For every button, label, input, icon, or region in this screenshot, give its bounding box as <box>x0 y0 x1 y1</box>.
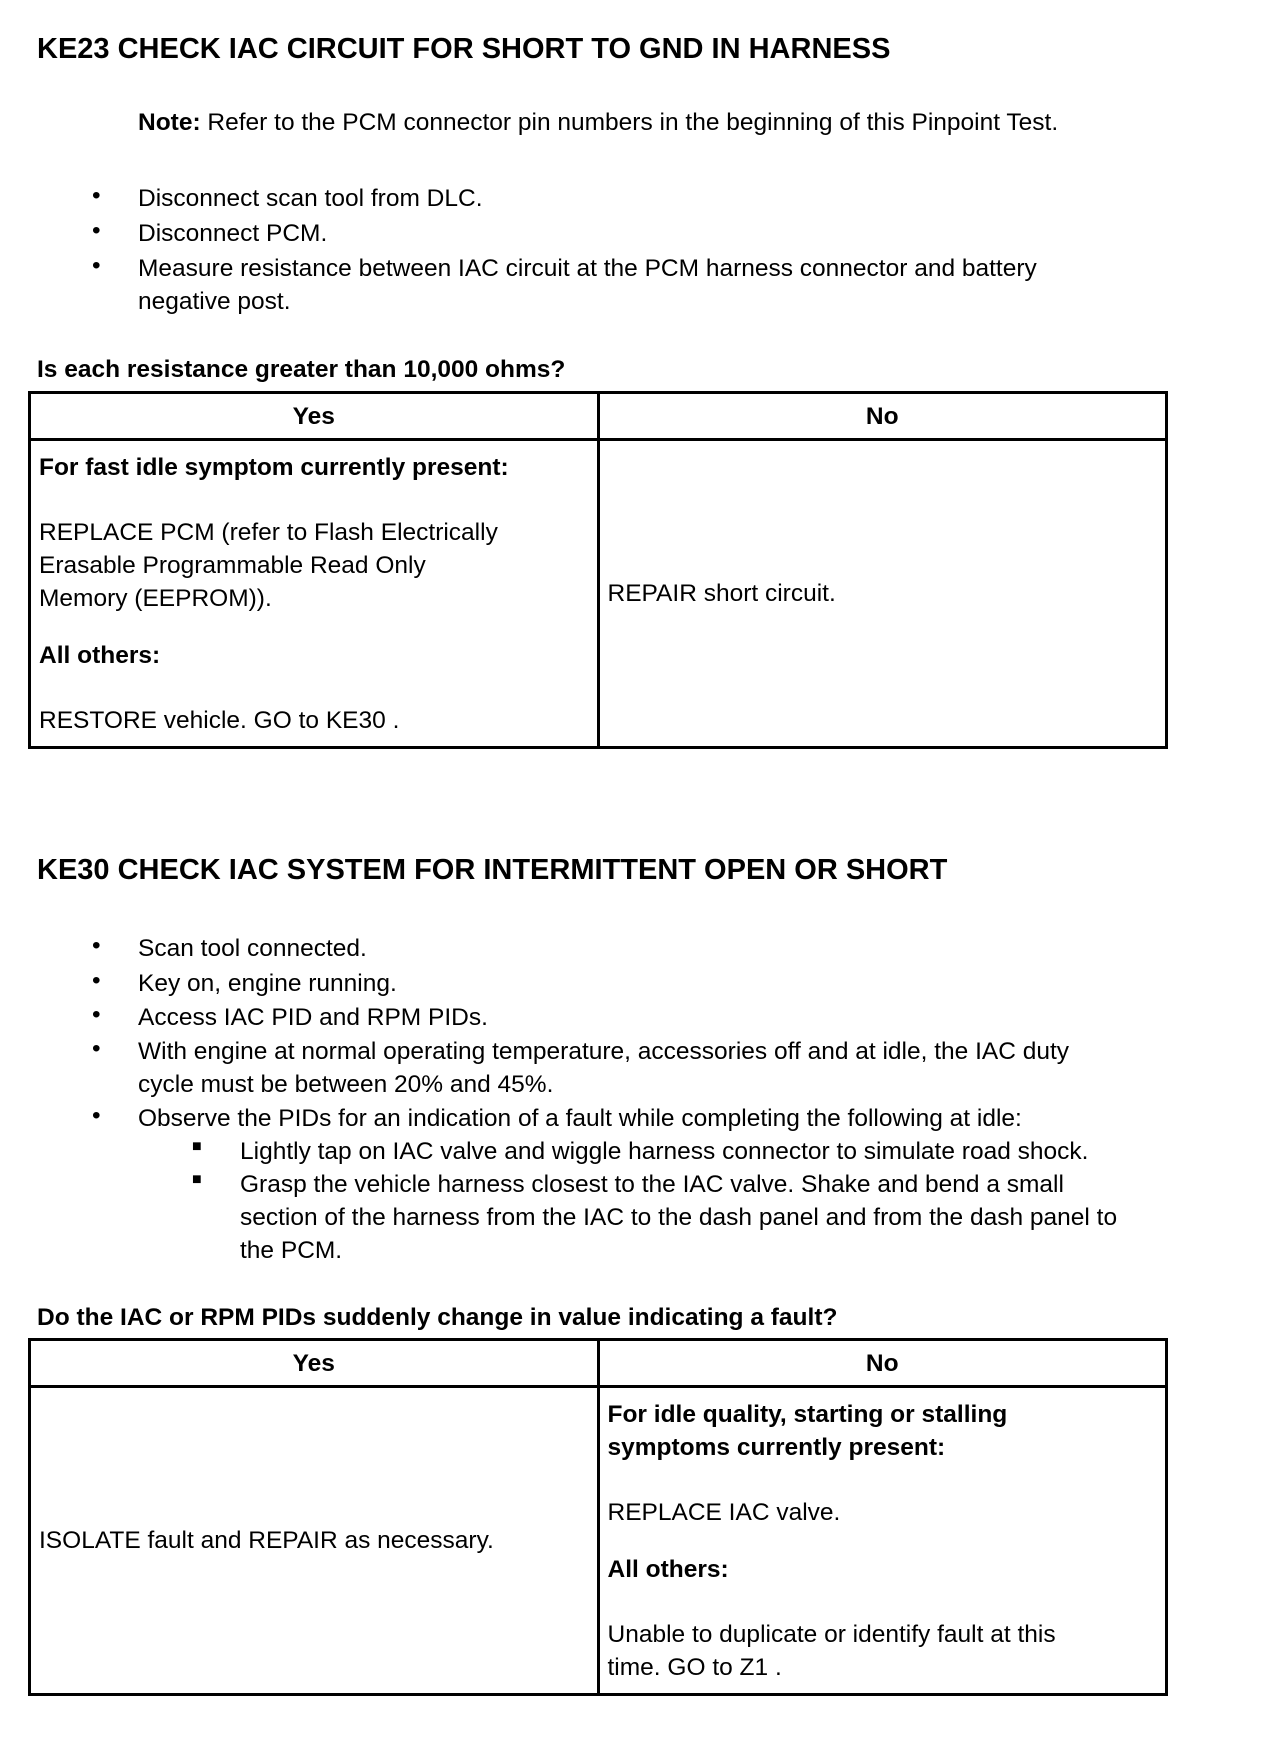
bullet-icon: • <box>92 932 101 959</box>
note <box>138 109 1058 137</box>
note-label: Note: <box>138 109 201 136</box>
bullet-icon: • <box>92 182 101 209</box>
result-table-ke30 <box>28 1338 1168 1696</box>
no-cell <box>598 1387 1167 1695</box>
yes-action-2: RESTORE vehicle. GO to KE30 . <box>39 706 400 734</box>
note-text: Refer to the PCM connector pin numbers in the beginning of this Pinpoint Test. <box>200 109 1059 136</box>
bullet-text: With engine at normal operating temperature, accessories off and at idle, the IAC duty <box>138 1038 1070 1065</box>
bullet-text: Observe the PIDs for an indication of a fault while completing the following at idle: <box>138 1105 1022 1132</box>
bullet-icon: • <box>92 967 101 994</box>
no-condition-1: symptoms currently present: <box>607 1433 946 1461</box>
question-ke30: Do the IAC or RPM PIDs suddenly change in value indicating a fault? <box>37 1304 838 1331</box>
sub-bullet-text-continued: the PCM. <box>240 1237 343 1264</box>
bullet-text-continued: cycle must be between 20% and 45%. <box>138 1071 554 1098</box>
no-cell: REPAIR short circuit. <box>598 440 1167 748</box>
no-header: No <box>598 393 1167 440</box>
square-bullet-icon: ■ <box>192 1138 202 1155</box>
bullet-text-continued: negative post. <box>138 288 291 315</box>
yes-condition-1: For fast idle symptom currently present: <box>39 453 509 481</box>
no-condition-1: For idle quality, starting or stalling <box>607 1400 1008 1428</box>
yes-condition-2: All others: <box>39 641 161 669</box>
bullet-icon: • <box>92 252 101 279</box>
result-table-ke23 <box>28 391 1168 749</box>
bullet-text: Disconnect scan tool from DLC. <box>138 185 483 212</box>
yes-action-1: Memory (EEPROM)). <box>39 584 272 612</box>
no-action-2: time. GO to Z1 . <box>607 1653 782 1681</box>
sub-bullet-text-continued: section of the harness from the IAC to the dash panel and from the dash panel to <box>240 1204 1118 1231</box>
yes-action-1: Erasable Programmable Read Only <box>39 551 426 579</box>
no-action-2: Unable to duplicate or identify fault at this <box>607 1620 1056 1648</box>
no-header: No <box>598 1340 1167 1387</box>
bullet-text: Scan tool connected. <box>138 935 367 962</box>
square-bullet-icon: ■ <box>192 1171 202 1188</box>
no-condition-2: All others: <box>607 1555 729 1583</box>
no-action-1: REPLACE IAC valve. <box>607 1498 841 1526</box>
sub-bullet-text: Lightly tap on IAC valve and wiggle harness connector to simulate road shock. <box>240 1138 1089 1165</box>
sub-bullet-text: Grasp the vehicle harness closest to the IAC valve. Shake and bend a small <box>240 1171 1064 1198</box>
bullet-text: Disconnect PCM. <box>138 220 328 247</box>
yes-header: Yes <box>30 393 599 440</box>
bullet-icon: • <box>92 1035 101 1062</box>
yes-header: Yes <box>30 1340 599 1387</box>
yes-cell <box>30 440 599 748</box>
yes-action-1: REPLACE PCM (refer to Flash Electrically <box>39 518 498 546</box>
bullet-icon: • <box>92 1102 101 1129</box>
section-title-ke23: KE23 CHECK IAC CIRCUIT FOR SHORT TO GND IN HARNESS <box>37 33 891 65</box>
bullet-text: Measure resistance between IAC circuit at the PCM harness connector and battery <box>138 255 1037 282</box>
bullet-icon: • <box>92 217 101 244</box>
yes-cell: ISOLATE fault and REPAIR as necessary. <box>30 1387 599 1695</box>
bullet-text: Access IAC PID and RPM PIDs. <box>138 1004 488 1031</box>
bullet-icon: • <box>92 1001 101 1028</box>
question-ke23: Is each resistance greater than 10,000 ohms? <box>37 356 566 383</box>
section-title-ke30: KE30 CHECK IAC SYSTEM FOR INTERMITTENT OPEN OR SHORT <box>37 854 948 886</box>
bullet-text: Key on, engine running. <box>138 970 397 997</box>
